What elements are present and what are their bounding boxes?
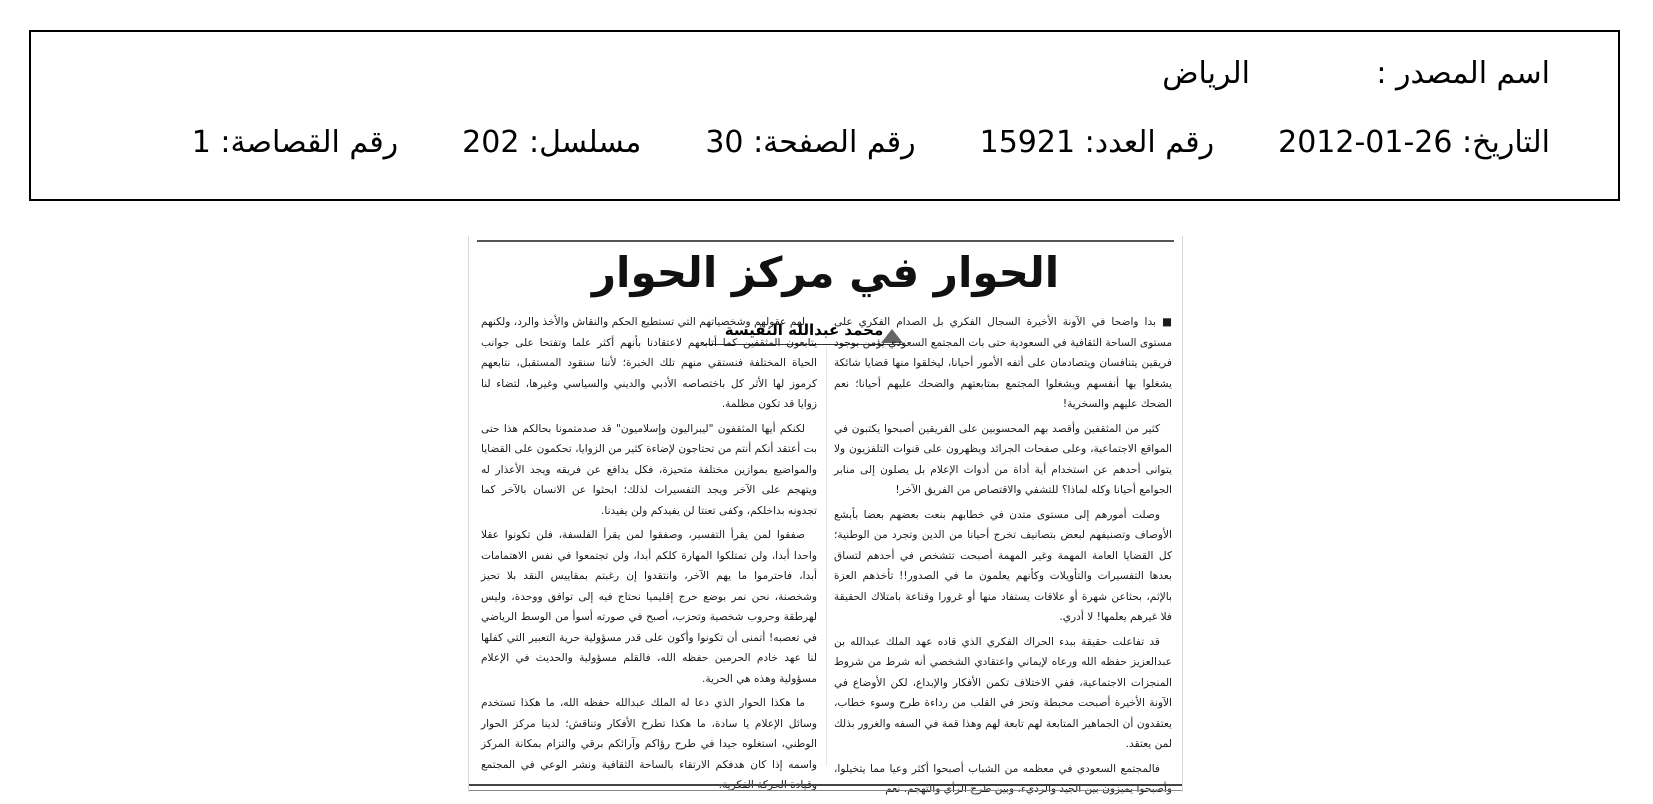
clipping-number-label: رقم القصاصة:: [220, 125, 399, 160]
article-paragraph: فالمجتمع السعودي في معظمه من الشباب أصبحوا أكثر وعيا مما يتخيلوا، وأصبحوا يميزون بين الجيد والرديء، وبين طرح الرأي والتهجم. نعم: [834, 762, 1172, 795]
clipping-top-rule: [477, 240, 1174, 242]
issue-number-label: رقم العدد:: [1084, 125, 1215, 160]
source-label: اسم المصدر :: [1376, 56, 1550, 91]
clipping-bottom-rule: [469, 784, 1182, 786]
source-value: الرياض: [1162, 56, 1250, 91]
article-author: محمد عبدالله النفيسة: [704, 316, 904, 345]
date-field: [1278, 121, 1550, 165]
column-divider: [826, 346, 827, 766]
article-headline: الحوار في مركز الحوار: [591, 248, 1060, 297]
serial-label: مسلسل:: [528, 125, 642, 160]
article-paragraph: كثير من المثقفين وأقصد بهم المحسوبين على الفريقين أصبحوا يكتبون في المواقع الاجتماعية، وعلى صفحات الجرائد ويظهرون على قنوات التلفزيون ولا يتوانى أحدهم عن استخدام أية أداة من أدوات الإعلام بل يصلون إلى منابر الجوامع أحيانا وكله لماذا؟ للتشفي والاقتصاص من الفريق الآخر!: [834, 422, 1172, 496]
serial-field: [462, 121, 641, 165]
article-column-right: [834, 312, 1172, 795]
date-label: التاريخ:: [1462, 125, 1550, 160]
clipping-number-value: 1: [191, 125, 211, 160]
article-paragraph: لكنكم أيها المثقفون "ليبراليون وإسلاميون" قد صدمتمونا بحالكم هذا حتى بت أعتقد أنكم أنتم من تحتاجون لإضاءة كثير من الزوايا، تحكمون على القضايا والمواضيع بموازين مختلفة متحيزة، فكل يدافع عن فريقه ويجد الأعذار له ويتهجم على الآخر ويجد التفسيرات لذلك؛ ابحثوا عن الانسان بالآخر كما تجدونه بداخلكم، وكفى تعنتا لن يفيدكم ولن يفيدنا.: [481, 422, 817, 517]
article-paragraph: لهم عقولهم وشخصياتهم التي تستطيع الحكم والنقاش والأخذ والرد، ولكنهم يتابعون المثقفين كما أتابعهم لاعتقادنا بأنهم أكثر علما وتفتحا على جوانب الحياة المختلفة فنستقي منهم تلك الخبرة؛ لأننا سنقود المستقبل، نتابعهم كرموز لها الأثر كل باختصاصه الأدبي والديني والسياسي وغيرها، لتضاء لنا زوايا قد تكون مظلمة.: [481, 316, 817, 410]
clipping-bottom-rule-thin: [469, 790, 1182, 791]
metadata-row: [91, 121, 1550, 165]
page-number-value: 30: [705, 125, 744, 160]
newspaper-clipping: [468, 236, 1183, 795]
clipping-number-field: [192, 121, 398, 165]
issue-number-value: 15921: [979, 125, 1076, 160]
article-paragraph: ■ بدا واضحا في الآونة الأخيرة السجال الفكري بل الصدام الفكري على مستوى الساحة الثقافية في السعودية حتى بات المجتمع السعودي يؤمن بوجود فريقين يتنافسان ويتصادمان على أتفه الأمور أحيانا، ليخلقوا منها قضايا شائكة يشغلوا بها أنفسهم ويشغلوا المجتمع بمتابعتهم والضحك عليهم أحيانا؛ نعم الضحك عليهم والسخرية!: [834, 316, 1172, 410]
source-row: [91, 52, 1550, 96]
issue-number-field: [980, 121, 1214, 165]
article-column-left: [481, 312, 817, 791]
page-number-label: رقم الصفحة:: [753, 125, 916, 160]
clipping-info-box: [29, 30, 1620, 201]
article-paragraph: ما هكذا الحوار الذي دعا له الملك عبدالله حفظه الله، ما هكذا تستخدم وسائل الإعلام يا سادة، ما هكذا تطرح الأفكار وتناقش؛ لدينا مركز الحوار الوطني، استغلوه جيدا في طرح رؤاكم وآرائكم برقي والتزام بمكانة المركز واسمه إذا كان هدفكم الارتقاء بالساحة الثقافية ونشر الوعي في المجتمع وقيادة الحركة الفكرية.: [481, 697, 817, 791]
article-paragraph: وصلت أمورهم إلى مستوى متدن في خطابهم بنعت بعضهم بعضا بأبشع الأوصاف وتصنيفهم لبعض بتصانيف تخرج أحيانا من الدين وتجرد من الوطنية؛ كل القضايا العامة المهمة وغير المهمة أصبحت تتشخص في أحدهم لتساق بعدها التفسيرات والتأويلات وكأنهم يعلمون ما في الصدور!! تأخذهم العزة بالإثم، بحثاعن شهرة أو علاقات يستفاد منها أو غرورا وقناعة بامتلاك الحقيقة فلا غيرهم يعلمها! لا أدري.: [834, 508, 1172, 623]
serial-value: 202: [462, 125, 520, 160]
article-paragraph: صفقوا لمن يقرأ التفسير، وصفقوا لمن يقرأ الفلسفة، فلن تكونوا عقلا واحدا أبدا، ولن تمتلكوا المهارة كلكم أبدا، ولن تجتمعوا في نفس الاهتمامات أبدا، فاحترموا ما يهم الآخر، وانتقدوا إن رغبتم بمقاييس النقد بلا تحيز وشخصنة، نحن نمر بوضع حرج إقليميا نحتاج فيه إلى توافق ووحدة، وليس لهرطقة وحروب شخصية وتحزب، أصبح في صورته أسوأ من الوسط الرياضي في تعصبه! أتمنى أن تكونوا وأكون على قدر مسؤولية حرية التعبير التي كفلها لنا عهد خادم الحرمين حفظه الله، فالقلم مسؤولية والحديث في الإعلام مسؤولية وهذه هي الحرية.: [481, 529, 817, 685]
date-value: 2012-01-26: [1278, 125, 1453, 160]
page-number-field: [705, 121, 915, 165]
article-paragraph: قد تفاعلت حقيقة ببدء الحراك الفكري الذي قاده عهد الملك عبدالله بن عبدالعزيز حفظه الله ورعاه لإيماني واعتقادي الشخصي أنه شرط من شروط المنجزات الاجتماعية، ففي الاختلاف تكمن الأفكار والإبداع، لكن الأوضاع في الآونة الأخيرة أصبحت محبطة وتحز في القلب من رداءة طرح وسوء خطاب، يعتقدون أن الجماهير المتابعة لهم تابعة لهم وهذا قمة في السفه والغرور بذلك لمن يعتقد.: [834, 635, 1172, 750]
